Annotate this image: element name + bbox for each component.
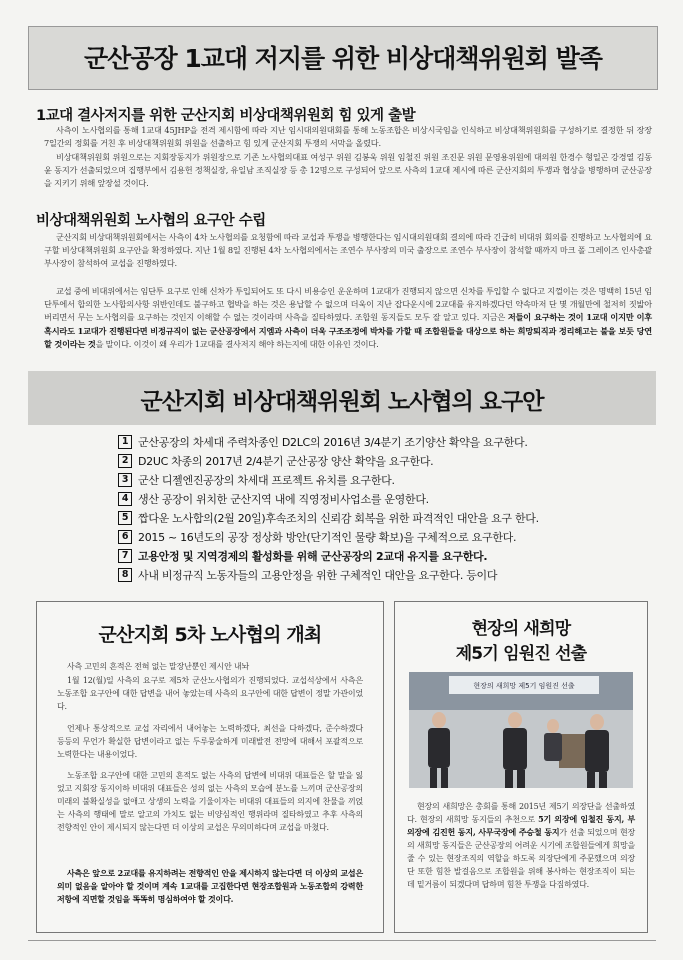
demand-text: 2015 ~ 16년도의 공장 정상화 방안(단기적인 물량 확보)을 구체적으로 요구한다. xyxy=(138,530,517,544)
demand-text: 고용안정 및 지역경제의 활성화를 위해 군산공장의 2교대 유지를 요구한다. xyxy=(138,549,488,563)
demands-title: 군산지회 비상대책위원회 노사협의 요구안 xyxy=(140,389,544,415)
demand-text: D2UC 차종의 2017년 2/4분기 군산공장 양산 확약을 요구한다. xyxy=(138,454,434,468)
negotiation-article-title: 군산지회 5차 노사협의 개최 xyxy=(98,624,322,646)
demand-text: 생산 공장이 위치한 군산지역 내에 직영정비사업소를 운영한다. xyxy=(138,492,429,506)
election-body-b: 가 선출 되었으며 현장의 새희망 동지들은 군산공장의 어려운 시기에 조합원들에게 희망을 줄 수 있는 현장조직의 역할을 하도록 의장단에게 주문했으며 의장단 또한 힘찬 발걸음으로 조합원을 위해 봉사하는 현장조직이 되는데 밑거름이 되겠다며 답하며 힘찬 투쟁을 다짐하였다. xyxy=(407,828,635,889)
section1-heading: 1교대 결사저지를 위한 군산지회 비상대책위원회 힘 있게 출발 xyxy=(36,108,416,124)
demand-item xyxy=(118,451,539,470)
election-article-box xyxy=(394,601,648,933)
demand-number: 8 xyxy=(118,568,132,582)
negotiation-para1: 사측 고민의 흔적은 전혀 없는 말장난뿐인 제시안 내놔 xyxy=(67,662,250,671)
section2-para2-bold: 저들이 요구하는 것이 1교대 이지만 이후 혹시라도 1교대가 진행된다면 비정규직이 없는 군산공장에서 지엠과 사측이 더욱 구조조정에 박차를 가할 때 조합원들을 대상으로 하는 희망퇴직과 정리해고는 불을 보듯 당연 할 것이라는 것 xyxy=(44,312,652,349)
section1-para2: 비상대책위원회 위원으로는 지회장동지가 위원장으로 기존 노사협의대표 여성구 위원 김봉욱 위원 임철진 위원 조진문 위원 문영용위원에 대의원 한경수 형일곤 강경열 김동윤 동지가 선출되었으며 집행부에서 김용헌 정책실장, 유일남 조직실장 등 총 12명으로 구성되어 앞으로 사측의 1교대 제시에 따른 군산지회의 투쟁과 협상을 병행하며 군산공장을 지키기 위해 앞장설 것이다. xyxy=(44,152,652,189)
demand-number: 5 xyxy=(118,511,132,525)
bottom-rule xyxy=(28,940,656,941)
demand-number: 2 xyxy=(118,454,132,468)
negotiation-para4: 노동조합 요구안에 대한 고민의 흔적도 없는 사측의 답변에 비대위 대표들은 할 말을 잃었고 지회장 동지이하 비대위 대표들은 성의 없는 사측의 모습에 분노를 느끼며 군산공장의 미래의 불확실성을 없애고 상생의 노력을 기울이자는 비대위 대표들의 의지에 찬물을 끼얹는 사측의 행태에 말로 알고의 가치도 없는 비양심적인 행위라며 질타하였고 추후 사측의 전향적인 안이 제시되지 않는다면 더 이상의 교섭은 무의미하다며 교섭을 마쳤다. xyxy=(57,771,363,832)
election-body xyxy=(407,800,635,891)
demand-item xyxy=(118,432,539,451)
section2-para2 xyxy=(44,285,652,351)
election-photo-drawing xyxy=(409,672,633,788)
demand-item xyxy=(118,489,539,508)
banner-title: 군산공장 1교대 저지를 위한 비상대책위원회 발족 xyxy=(84,44,602,73)
negotiation-para5: 사측은 앞으로 2교대를 유지하려는 전향적인 안을 제시하지 않는다면 더 이상의 교섭은 의미 없음을 알아야 할 것이며 계속 1교대를 고집한다면 현장조합원과 노동조합의 강력한 저항에 직면할 것임을 똑똑히 명심하여야 할 것이다. xyxy=(57,868,363,904)
demand-text: 군산공장의 차세대 주력차종인 D2LC의 2016년 3/4분기 조기양산 확약을 요구한다. xyxy=(138,435,528,449)
election-body-a: 현장의 새희망은 총회를 통해 2015년 제5기 의장단을 선출하였다. 현장의 새희망 동지들의 추천으로 xyxy=(407,802,635,824)
section2-heading: 비상대책위원회 노사협의 요구안 수립 xyxy=(36,213,266,229)
demands-title-band xyxy=(28,371,656,425)
demand-number: 3 xyxy=(118,473,132,487)
election-photo-banner: 현장의 새희망 제5기 임원진 선출 xyxy=(473,682,575,690)
demand-number: 1 xyxy=(118,435,132,449)
section1-para1: 사측이 노사협의를 통해 1교대 45JHP을 전격 제시함에 따라 지난 임시대의원대회를 통해 노동조합은 비상시국임을 인식하고 비상대책위원회를 구성하기로 결정한 뒤 장장 7일간의 정회를 거친 후 비상대책위원회 위원을 선출하고 힘 있게 군산지회 투쟁의 서막을 올렸다. xyxy=(44,125,652,149)
election-title-line1: 현장의 새희망 xyxy=(471,619,571,639)
election-title-line2: 제5기 임원진 선출 xyxy=(455,644,587,664)
negotiation-para2: 1월 12(월)일 사측의 요구로 제5차 군산노사협의가 진행되었다. 교섭석상에서 사측은 노동조합 요구안에 대한 답변을 내어 놓았는데 사측의 요구안에 대한 답변이 정말 가관이었다. xyxy=(57,676,363,711)
demand-text: 짭다운 노사합의(2월 20일)후속조치의 신뢰감 회복을 위한 파격적인 대안을 요구 한다. xyxy=(138,511,539,525)
election-photo xyxy=(409,672,633,788)
demand-text: 군산 디젤엔진공장의 차세대 프로젝트 유치를 요구한다. xyxy=(138,473,395,487)
demands-list xyxy=(118,432,539,584)
demand-item xyxy=(118,508,539,527)
negotiation-article-box xyxy=(36,601,384,933)
demand-item xyxy=(118,546,539,565)
top-banner xyxy=(28,26,658,90)
election-body-bold: 5기 의장에 임철진 동지, 부의장에 김진헌 동지, 사무국장에 주승철 동지 xyxy=(407,814,636,837)
section2-para2-text: 교섭 중에 비대위에서는 임단투 요구로 인해 신차가 투입되어도 또 다시 비용승인 운운하며 1교대가 진행되지 않으면 신차를 투입할 수 없다고 지껄이는 것은 명백히 15년 임단투에서 합의한 노사합의사항 위반인데도 불구하고 협박을 하는 것은 용납할 수 없으며 더욱이 지난 잡다운시에 2교대를 유지하겠다던 약속마저 단 몇 개월만에 철저히 짓밟아 버리면서 무는 노사협의를 요구하는 것인지 이해할 수 없는 것이라며 사측을 질타하였다. 조합원 동지들도 모두 잘 알고 있다. 지금은 xyxy=(44,286,652,323)
demand-number: 7 xyxy=(118,549,132,563)
demand-item xyxy=(118,527,539,546)
demand-number: 4 xyxy=(118,492,132,506)
demand-item xyxy=(118,565,539,584)
section2-para2-tail: 을 말이다. 이것이 왜 우리가 1교대를 결사저지 해야 하는지에 대한 이유인 것이다. xyxy=(95,338,379,349)
demand-number: 6 xyxy=(118,530,132,544)
section2-para1: 군산지회 비상대책위원회에서는 사측이 4차 노사협의를 요청함에 따라 교섭과 투쟁을 병행한다는 임시대의원대회 결의에 따라 긴급히 비대위 회의를 진행하고 노사협의에 요구할 비상대책위원회 요구안을 확정하였다. 지난 1월 8일 진행된 4차 노사협의에서는 조연수 부사장의 미국 출장으로 조연수 부사장이 참석할 때까지 마크 폴 그레이즈 인사총괄 부사장이 참석하여 교섭을 진행하였다. xyxy=(44,232,652,269)
demand-text: 사내 비정규직 노동자들의 고용안정을 위한 구체적인 대안을 요구한다. 등이다 xyxy=(138,568,498,582)
negotiation-para3: 언제나 통상적으로 교섭 자리에서 내어놓는 노력하겠다, 최선을 다하겠다, 준수하겠다 등등의 무언가 확실한 답변이라고 없는 두루뭉술하게 미래발전 전망에 대해서 포괄적으로 노력한다는 내용이었다. xyxy=(57,724,363,759)
demand-item xyxy=(118,470,539,489)
